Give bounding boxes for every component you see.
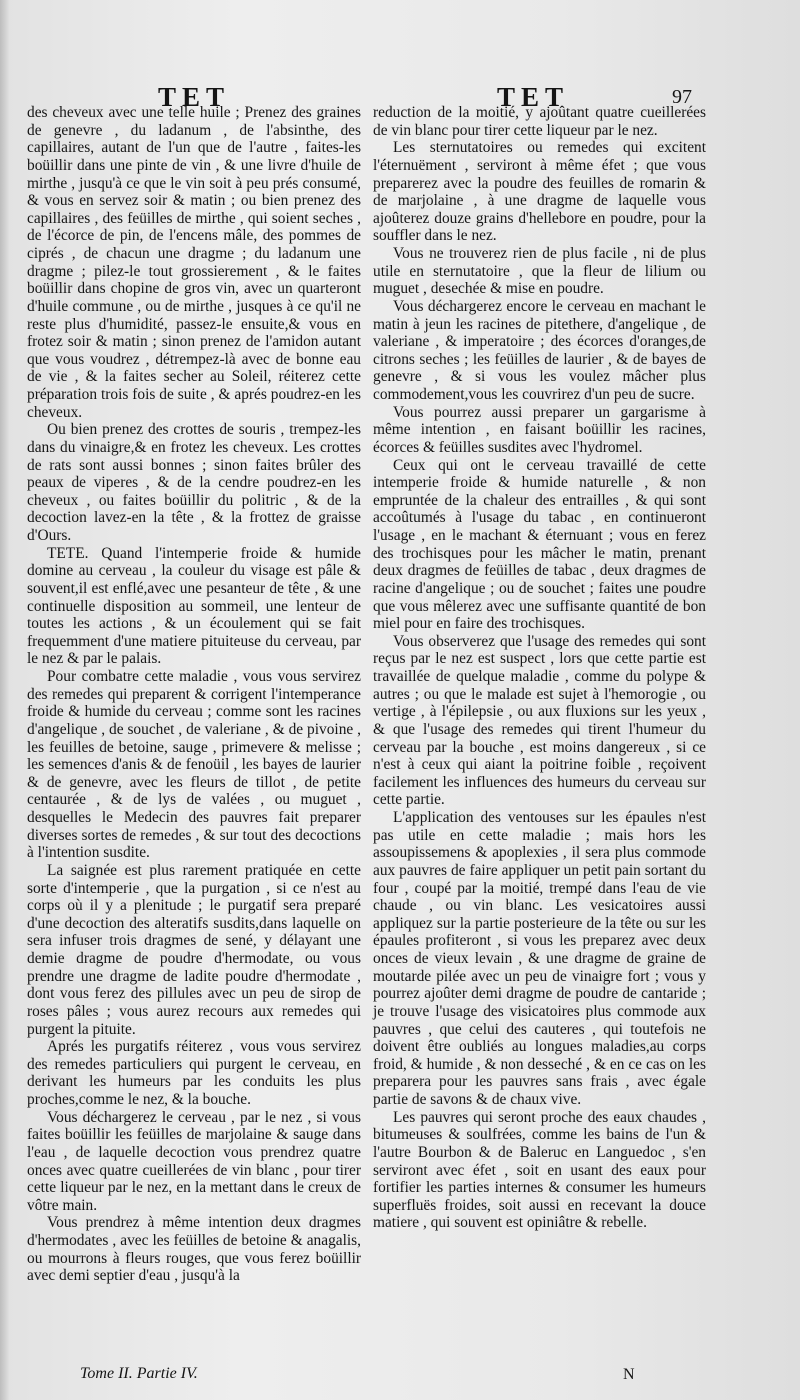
left-column xyxy=(27,104,361,1285)
paragraph: Ceux qui ont le cerveau travaillé de cette intemperie froide & humide naturelle , & non empruntée de la chaleur des entrailles , & qui sont accoûtumés à l'usage du tabac , en continueront l'usage , en le machant & éternuant ; vous en ferez des trochisques pour les mâcher le matin, prenant deux dragmes de feüilles de tabac , deux dragmes de racine d'angelique ; ou de souchet ; faites une poudre que vous mêlerez avec une suffisante quantité de bon miel pour en faire des trochisques. xyxy=(373,456,706,633)
paragraph: Vous pourrez aussi preparer un gargarisme à même intention , en faisant boüillir les racines, écorces & feüilles susdites avec l'hydromel. xyxy=(373,403,706,456)
paragraph: Ou bien prenez des crottes de souris , trempez-les dans du vinaigre,& en frotez les cheveux. Les crottes de rats sont aussi bonnes ; sinon faites brûler des peaux de viperes , & de la cendre poudrez-en les cheveux , ou faites boüillir du politric , & de la decoction lavez-en la tête , & la frottez de graisse d'Ours. xyxy=(27,421,361,544)
paragraph: Aprés les purgatifs réiterez , vous vous servirez des remedes particuliers qui purgent le cerveau, en derivant les humeurs par les conduits les plus proches,comme le nez, & la bouche. xyxy=(27,1038,361,1108)
paragraph: Vous prendrez à même intention deux dragmes d'hermodates , avec les feüilles de betoine & anagalis, ou mourrons à fleurs rouges, que vous ferez boüillir avec demi septier d'eau , jusqu'à la xyxy=(27,1214,361,1285)
paragraph: La saignée est plus rarement pratiquée en cette sorte d'intemperie , que la purgation , si ce n'est au corps où il y a plenitude ; le purgatif sera preparé d'une decoction des alteratifs susdits,dans laquelle on sera infuser trois dragmes de sené, y délayant une demie dragme de poudre d'hermodate, ou vous prendre une dragme de ladite poudre d'hermodate , dont vous ferez des pillules avec un peu de sirop de roses pâles ; vous aurez recours aux remedes qui purgent la pituite. xyxy=(27,861,361,1038)
signature-mark: N xyxy=(623,1366,635,1383)
paragraph: Vous déchargerez encore le cerveau en machant le matin à jeun les racines de pitethere, d'angelique , de valeriane , & imperatoire ; des écorces d'oranges,de citrons seches ; les feüilles de laurier , & de bayes de genevre , & si vous les voulez mâcher plus commodement,vous les couvrirez d'un peu de sucre. xyxy=(373,297,706,403)
page-gutter xyxy=(0,0,10,1400)
paragraph: TETE. Quand l'intemperie froide & humide domine au cerveau , la couleur du visage est pâle & souvent,il est enflé,avec une pesanteur de tête , & une continuelle disposition au sommeil, une lenteur de toutes les actions , & un écoulement qui se fait frequemment d'une matiere pituiteuse du cerveau, par le nez & par le palais. xyxy=(27,544,361,668)
paragraph: Vous observerez que l'usage des remedes qui sont reçus par le nez est suspect , lors que cette partie est travaillée de quelque maladie , comme du polype & autres ; ou que le malade est sujet à l'hemorogie , ou vertige , à l'épilepsie , ou aux fluxions sur les yeux , & que l'usage des remedes qui tirent l'humeur du cerveau par la bouche , est moins dangereux , si ce n'est à ceux qui aiant la poitrine foible , reçoivent facilement les influences des humeurs du cerveau sur cette partie. xyxy=(373,632,706,809)
paragraph: Les sternutatoires ou remedes qui excitent l'éternuëment , serviront à même éfet ; que vous preparerez avec la poudre des feuilles de romarin & de marjolaine , à une dragme de laquelle vous ajoûterez douze grains d'hellebore en poudre, pour la souffler dans le nez. xyxy=(373,139,706,245)
paragraph: L'application des ventouses sur les épaules n'est pas utile en cette maladie ; mais hors les assoupissemens & apoplexies , il sera plus commode aux pauvres de faire appliquer un petit pain sortant du four , coupé par la moitié, trempé dans l'eau de vie chaude , ou vin blanc. Les vesicatoires aussi appliquez sur la partie posterieure de la tête ou sur les épaules profiteront , si vous les preparez avec deux onces de vieux levain , & une dragme de graine de moutarde pilée avec un peu de vinaigre fort ; vous y pourrez ajoûter demi dragme de poudre de cantaride ; je trouve l'usage des visicatoires plus commode aux pauvres , que celui des cauteres , qui toutefois ne doivent être oubliés au longues maladies,au corps froid, & humide , & non desseché , & en ce cas on les preparera pour les pauvres sans frais , avec égale partie de savons & de chaux vive. xyxy=(373,809,706,1108)
paragraph: Vous déchargerez le cerveau , par le nez , si vous faites boüillir les feüilles de marjolaine & sauge dans l'eau , de laquelle decoction vous prendrez quatre onces avec quatre cueillerées de vin blanc , pour tirer cette liqueur par le nez, en la mettant dans le creux de vôtre main. xyxy=(27,1108,361,1214)
paragraph: Pour combatre cette maladie , vous vous servirez des remedes qui preparent & corrigent l'intemperance froide & humide du cerveau ; comme sont les racines d'angelique , de souchet , de valeriane , & de pivoine , les feuilles de betoine, sauge , primevere & melisse ; les semences d'anis & de fenoüil , les bayes de laurier & de genevre, avec les fleurs de tillot , de petite centaurée , & de lys de valées , ou muguet , desquelles le Medecin des pauvres fait preparer diverses sortes de remedes , & sur tout des decoctions à l'intention susdite. xyxy=(27,668,361,862)
volume-signature: Tome II. Partie IV. xyxy=(80,1365,198,1382)
running-title-right: TET xyxy=(497,82,570,112)
right-column xyxy=(373,104,706,1232)
paragraph: Vous ne trouverez rien de plus facile , ni de plus utile en sternutatoire , que la fleur de lilium ou muguet , desechée & mise en poudre. xyxy=(373,245,706,298)
page-number: 97 xyxy=(672,86,692,108)
paragraph: Les pauvres qui seront proche des eaux chaudes , bitumeuses & soulfrées, comme les bains de l'un & l'autre Bourbon & de Baleruc en Languedoc , s'en serviront avec éfet , soit en usant des eaux pour fortifier les parties internes & consumer les humeurs superfluës froides, soit aussi en recevant la douce matiere , qui souvent est opiniâtre & rebelle. xyxy=(373,1108,706,1232)
paragraph: reduction de la moitié, y ajoûtant quatre cueillerées de vin blanc pour tirer cette liqueur par le nez. xyxy=(373,104,706,139)
running-title-left: TET xyxy=(158,82,231,112)
paragraph: des cheveux avec une telle huile ; Prenez des graines de genevre , du ladanum , de l'absinthe, des capillaires, autant de l'un que de l'autre , faites-les boüillir dans une pinte de vin , & une livre d'huile de mirthe , jusqu'à ce que le vin soit à peu prés consumé, & vous en servez soir & matin ; ou bien prenez des capillaires , des feüilles de mirthe , qui soient seches , de l'écorce de pin, de l'encens mâle, des pommes de ciprés , de chacun une dragme ; du ladanum une dragme ; pilez-le tout grossierement , & le faites boüillir dans chopine de gros vin, avec un quarteront d'huile commune , ou de mirthe , jusques à ce qu'il ne reste plus d'humidité, passez-le ensuite,& vous en frotez soir & matin ; sinon prenez de l'amidon autant que vous voudrez , détrempez-là avec de bonne eau de vie , & la faites secher au Soleil, réiterez cette préparation trois fois de suite , & aprés poudrez-en les cheveux. xyxy=(27,104,361,421)
